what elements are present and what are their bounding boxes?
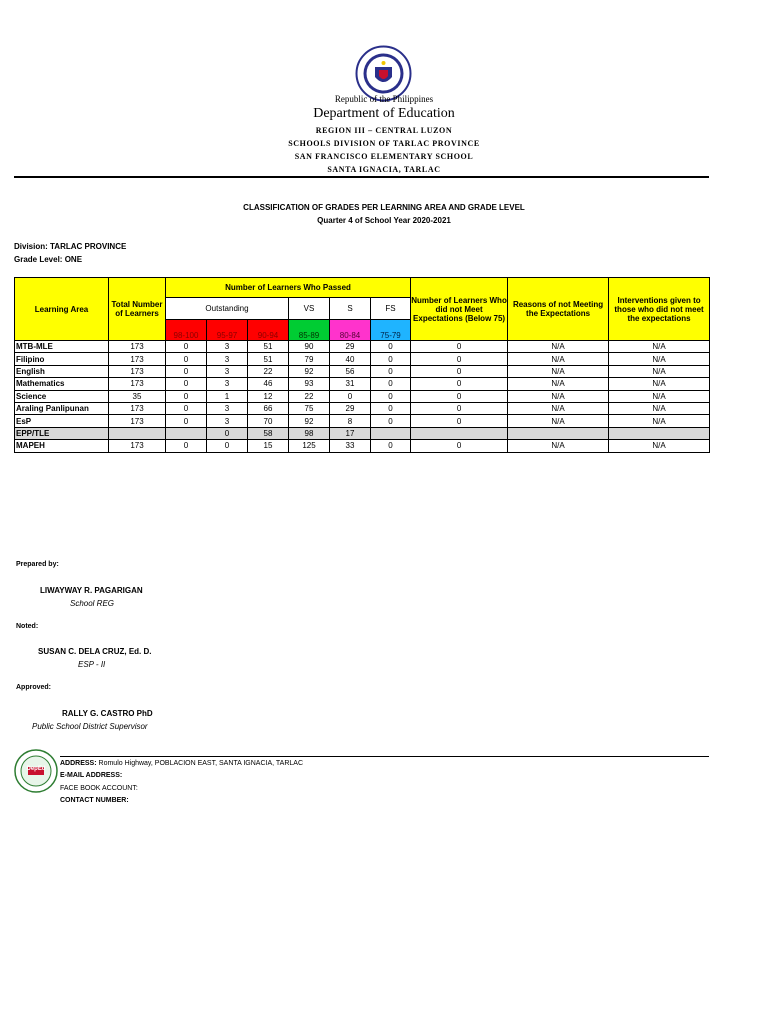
cell-r1: 0 — [166, 365, 207, 377]
table-row — [15, 378, 710, 390]
cell-area: Filipino — [15, 353, 109, 365]
cell-r1: 0 — [166, 415, 207, 427]
school-line: SAN FRANCISCO ELEMENTARY SCHOOL — [294, 152, 474, 161]
cell-total: 173 — [109, 378, 166, 390]
range-90-94: 90-94 — [248, 320, 289, 341]
cell-r3: 22 — [248, 365, 289, 377]
cell-r1: 0 — [166, 440, 207, 452]
range-80-84: 80-84 — [330, 320, 371, 341]
approved-label: Approved: — [16, 684, 51, 691]
cell-total: 173 — [109, 365, 166, 377]
cell-r1: 0 — [166, 353, 207, 365]
cell-r3: 51 — [248, 341, 289, 353]
footer-divider — [60, 756, 709, 757]
table-row — [15, 341, 710, 353]
republic-line: Republic of the Philippines — [334, 94, 434, 104]
cell-interventions: N/A — [609, 390, 710, 402]
cell-reasons: N/A — [508, 390, 609, 402]
range-85-89: 85-89 — [289, 320, 330, 341]
cell-fs: 0 — [371, 402, 411, 414]
cell-r2: 3 — [207, 365, 248, 377]
cell-not-met — [411, 427, 508, 439]
cell-area: Science — [15, 390, 109, 402]
table-row — [15, 390, 710, 402]
cell-not-met: 0 — [411, 440, 508, 452]
table-row — [15, 402, 710, 414]
cell-r3: 46 — [248, 378, 289, 390]
cell-r1 — [166, 427, 207, 439]
cell-vs: 125 — [289, 440, 330, 452]
col-total: Total Number of Learners — [109, 278, 166, 341]
cell-s: 40 — [330, 353, 371, 365]
cell-s: 17 — [330, 427, 371, 439]
col-fs: FS — [371, 298, 411, 320]
cell-r2: 3 — [207, 378, 248, 390]
cell-interventions: N/A — [609, 353, 710, 365]
cell-interventions: N/A — [609, 365, 710, 377]
cell-interventions: N/A — [609, 440, 710, 452]
noted-label: Noted: — [16, 623, 39, 630]
cell-reasons: N/A — [508, 415, 609, 427]
cell-vs: 92 — [289, 415, 330, 427]
cell-fs: 0 — [371, 390, 411, 402]
cell-r3: 51 — [248, 353, 289, 365]
cell-total: 173 — [109, 402, 166, 414]
approved-name: RALLY G. CASTRO PhD — [62, 709, 153, 718]
cell-r2: 3 — [207, 402, 248, 414]
cell-r3: 70 — [248, 415, 289, 427]
col-passed: Number of Learners Who Passed — [166, 278, 411, 298]
division-line: SCHOOLS DIVISION OF TARLAC PROVINCE — [288, 139, 480, 148]
cell-fs: 0 — [371, 415, 411, 427]
cell-r2: 1 — [207, 390, 248, 402]
col-vs: VS — [289, 298, 330, 320]
cell-fs — [371, 427, 411, 439]
cell-interventions — [609, 427, 710, 439]
cell-r1: 0 — [166, 341, 207, 353]
range-95-97: 95-97 — [207, 320, 248, 341]
address-label: ADDRESS: — [60, 760, 97, 767]
cell-area: EsP — [15, 415, 109, 427]
col-outstanding: Outstanding — [166, 298, 289, 320]
cell-area: EPP/TLE — [15, 427, 109, 439]
table-row — [15, 353, 710, 365]
cell-r2: 3 — [207, 353, 248, 365]
cell-s: 33 — [330, 440, 371, 452]
col-reasons: Reasons of not Meeting the Expectations — [508, 278, 609, 341]
cell-not-met: 0 — [411, 402, 508, 414]
col-not-met: Number of Learners Who did not Meet Expectations (Below 75) — [411, 278, 508, 341]
cell-total: 173 — [109, 353, 166, 365]
noted-role: ESP - II — [78, 660, 106, 669]
table-row — [15, 427, 710, 439]
cell-area: Araling Panlipunan — [15, 402, 109, 414]
cell-total: 173 — [109, 415, 166, 427]
cell-fs: 0 — [371, 353, 411, 365]
region-line: REGION III – CENTRAL LUZON — [315, 126, 453, 135]
address-value: Romulo Highway, POBLACION EAST, SANTA IGNACIA, TARLAC — [98, 760, 304, 767]
cell-vs: 75 — [289, 402, 330, 414]
cell-not-met: 0 — [411, 341, 508, 353]
cell-reasons: N/A — [508, 341, 609, 353]
cell-area: MTB-MLE — [15, 341, 109, 353]
table-row — [15, 365, 710, 377]
cell-interventions: N/A — [609, 378, 710, 390]
prepared-role: School REG — [70, 599, 115, 608]
cell-interventions: N/A — [609, 341, 710, 353]
cell-not-met: 0 — [411, 378, 508, 390]
cell-vs: 92 — [289, 365, 330, 377]
col-learning-area: Learning Area — [15, 278, 109, 341]
cell-r3: 66 — [248, 402, 289, 414]
noted-name: SUSAN C. DELA CRUZ, Ed. D. — [38, 647, 152, 656]
cell-total: 35 — [109, 390, 166, 402]
cell-reasons — [508, 427, 609, 439]
cell-area: Mathematics — [15, 378, 109, 390]
cell-r2: 0 — [207, 440, 248, 452]
cell-s: 8 — [330, 415, 371, 427]
cell-fs: 0 — [371, 341, 411, 353]
report-subtitle: Quarter 4 of School Year 2020-2021 — [317, 216, 451, 225]
cell-reasons: N/A — [508, 440, 609, 452]
school-logo-text: DepEd — [26, 766, 46, 772]
prepared-label: Prepared by: — [16, 561, 59, 568]
division-label: Division: TARLAC PROVINCE — [14, 242, 127, 251]
range-98-100: 98-100 — [166, 320, 207, 341]
prepared-name: LIWAYWAY R. PAGARIGAN — [40, 586, 143, 595]
town-line: SANTA IGNACIA, TARLAC — [327, 165, 441, 174]
cell-total — [109, 427, 166, 439]
cell-vs: 90 — [289, 341, 330, 353]
cell-r1: 0 — [166, 378, 207, 390]
col-interventions: Interventions given to those who did not meet the expectations — [609, 278, 710, 341]
facebook-label: FACE BOOK ACCOUNT: — [60, 785, 138, 792]
cell-not-met: 0 — [411, 365, 508, 377]
cell-reasons: N/A — [508, 353, 609, 365]
cell-s: 29 — [330, 341, 371, 353]
contact-label: CONTACT NUMBER: — [60, 797, 129, 804]
cell-r1: 0 — [166, 390, 207, 402]
cell-area: MAPEH — [15, 440, 109, 452]
cell-r3: 58 — [248, 427, 289, 439]
col-s: S — [330, 298, 371, 320]
cell-interventions: N/A — [609, 415, 710, 427]
address-row — [60, 760, 303, 767]
cell-r3: 12 — [248, 390, 289, 402]
cell-fs: 0 — [371, 440, 411, 452]
cell-fs: 0 — [371, 365, 411, 377]
grade-level-label: Grade Level: ONE — [14, 255, 83, 264]
grades-table — [14, 277, 710, 453]
cell-area: English — [15, 365, 109, 377]
cell-reasons: N/A — [508, 365, 609, 377]
cell-r3: 15 — [248, 440, 289, 452]
cell-reasons: N/A — [508, 402, 609, 414]
cell-s: 31 — [330, 378, 371, 390]
cell-reasons: N/A — [508, 378, 609, 390]
email-label: E-MAIL ADDRESS: — [60, 772, 123, 779]
report-title: CLASSIFICATION OF GRADES PER LEARNING AREA AND GRADE LEVEL — [243, 203, 525, 212]
range-75-79: 75-79 — [371, 320, 411, 341]
cell-not-met: 0 — [411, 390, 508, 402]
cell-vs: 79 — [289, 353, 330, 365]
cell-vs: 22 — [289, 390, 330, 402]
cell-interventions: N/A — [609, 402, 710, 414]
school-logo — [14, 749, 58, 793]
cell-vs: 98 — [289, 427, 330, 439]
cell-s: 0 — [330, 390, 371, 402]
cell-s: 29 — [330, 402, 371, 414]
cell-r2: 3 — [207, 415, 248, 427]
cell-r2: 0 — [207, 427, 248, 439]
table-row — [15, 415, 710, 427]
cell-r2: 3 — [207, 341, 248, 353]
header-divider — [14, 176, 709, 178]
cell-total: 173 — [109, 440, 166, 452]
table-row — [15, 440, 710, 452]
cell-not-met: 0 — [411, 415, 508, 427]
approved-role: Public School District Supervisor — [32, 722, 148, 731]
department-title: Department of Education — [313, 106, 455, 121]
cell-r1: 0 — [166, 402, 207, 414]
cell-vs: 93 — [289, 378, 330, 390]
cell-fs: 0 — [371, 378, 411, 390]
cell-s: 56 — [330, 365, 371, 377]
cell-not-met: 0 — [411, 353, 508, 365]
cell-total: 173 — [109, 341, 166, 353]
